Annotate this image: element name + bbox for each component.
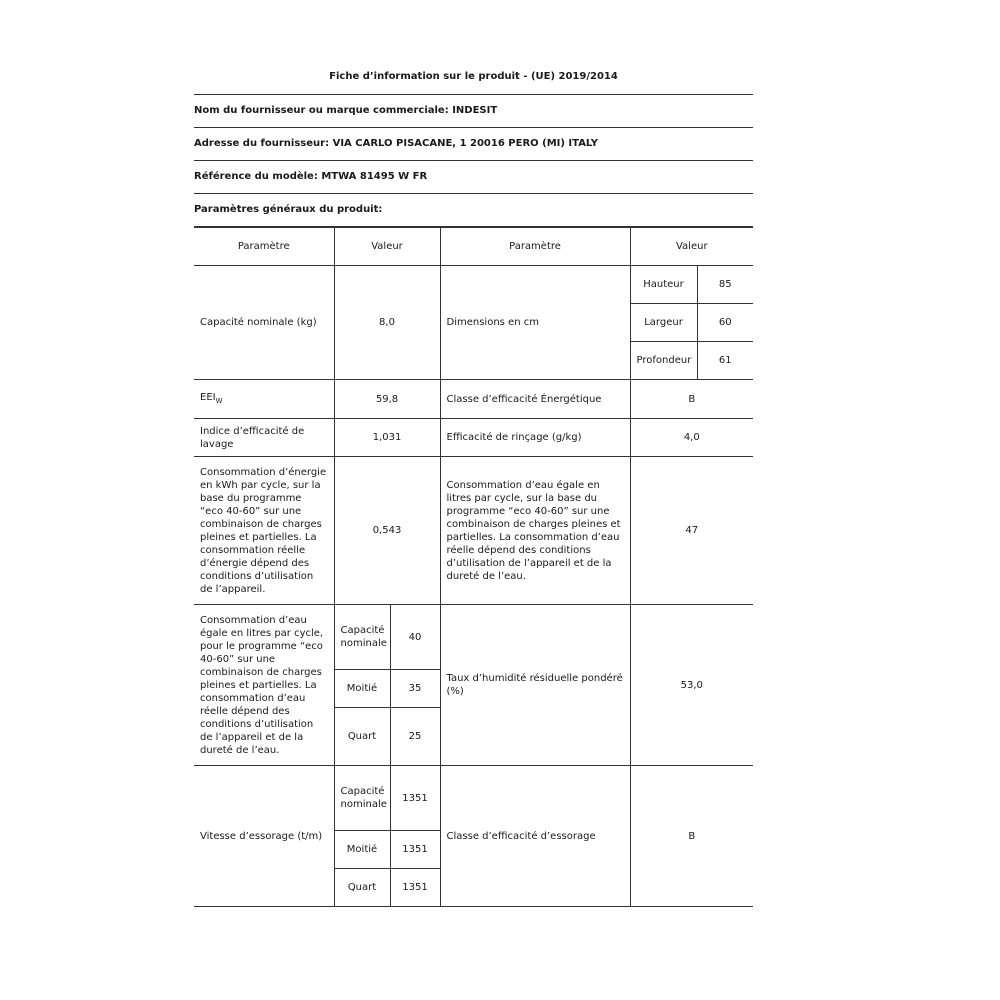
water-half-value: 35	[390, 670, 440, 708]
spin-quarter-value: 1351	[390, 869, 440, 907]
spin-half-value: 1351	[390, 831, 440, 869]
spin-full-label: Capacité nominale	[334, 766, 390, 831]
product-information-sheet	[194, 64, 753, 907]
height-value: 85	[697, 266, 753, 304]
parameters-table	[194, 227, 753, 907]
water-quarter-label: Quart	[334, 708, 390, 766]
table-row	[194, 457, 753, 605]
spin-full-value: 1351	[390, 766, 440, 831]
header-param-2: Paramètre	[440, 228, 630, 266]
water-full-label: Capacité nominale	[334, 605, 390, 670]
depth-value: 61	[697, 342, 753, 380]
sheet-title: Fiche d’information sur le produit - (UE) 2019/2014	[194, 64, 753, 95]
width-label: Largeur	[630, 304, 697, 342]
table-row	[194, 419, 753, 457]
supplier-address: Adresse du fournisseur: VIA CARLO PISACANE, 1 20016 PERO (MI) ITALY	[194, 128, 753, 161]
spin-speed-label: Vitesse d’essorage (t/m)	[194, 766, 334, 907]
energy-class-label: Classe d’efficacité Énergétique	[440, 380, 630, 419]
water-consumption-label: Consommation d’eau égale en litres par cycle, pour le programme “eco 40-60” sur une combinaison de charges pleines et partielles. La consommation d’eau réelle dépend des conditions d’utilisation de l’appareil et de la dureté de l’eau.	[194, 605, 334, 766]
header-param-1: Paramètre	[194, 228, 334, 266]
width-value: 60	[697, 304, 753, 342]
energy-class-value: B	[630, 380, 753, 419]
spin-class-value: B	[630, 766, 753, 907]
table-row	[194, 605, 753, 670]
water-half-label: Moitié	[334, 670, 390, 708]
depth-label: Profondeur	[630, 342, 697, 380]
table-row	[194, 266, 753, 304]
water-full-value: 40	[390, 605, 440, 670]
energy-consumption-label: Consommation d’énergie en kWh par cycle, sur la base du programme “eco 40-60” sur une combinaison de charges pleines et partielles. La consommation réelle d’énergie dépend des conditions d’utilisation de l’appareil.	[194, 457, 334, 605]
eei-label-main: EEI	[200, 391, 216, 403]
capacity-value: 8,0	[334, 266, 440, 380]
humidity-value: 53,0	[630, 605, 753, 766]
water-weighted-value: 47	[630, 457, 753, 605]
general-parameters-heading: Paramètres généraux du produit:	[194, 194, 753, 227]
eei-label	[194, 380, 334, 419]
water-quarter-value: 25	[390, 708, 440, 766]
humidity-label: Taux d’humidité résiduelle pondéré (%)	[440, 605, 630, 766]
spin-half-label: Moitié	[334, 831, 390, 869]
model-reference: Référence du modèle: MTWA 81495 W FR	[194, 161, 753, 194]
rinsing-value: 4,0	[630, 419, 753, 457]
washing-index-label: Indice d’efficacité de lavage	[194, 419, 334, 457]
spin-class-label: Classe d’efficacité d’essorage	[440, 766, 630, 907]
eei-label-sub: W	[215, 396, 223, 405]
header-value-1: Valeur	[334, 228, 440, 266]
rinsing-label: Efficacité de rinçage (g/kg)	[440, 419, 630, 457]
capacity-label: Capacité nominale (kg)	[194, 266, 334, 380]
height-label: Hauteur	[630, 266, 697, 304]
table-row	[194, 766, 753, 831]
washing-index-value: 1,031	[334, 419, 440, 457]
eei-value: 59,8	[334, 380, 440, 419]
energy-consumption-value: 0,543	[334, 457, 440, 605]
table-row	[194, 380, 753, 419]
spin-quarter-label: Quart	[334, 869, 390, 907]
supplier-name: Nom du fournisseur ou marque commerciale: INDESIT	[194, 95, 753, 128]
table-header-row	[194, 228, 753, 266]
dimensions-label: Dimensions en cm	[440, 266, 630, 380]
water-weighted-label: Consommation d’eau égale en litres par cycle, sur la base du programme “eco 40-60” sur une combinaison de charges pleines et partielles. La consommation d’eau réelle dépend des conditions d’utilisation de l’appareil et de la dureté de l’eau.	[440, 457, 630, 605]
header-value-2: Valeur	[630, 228, 753, 266]
